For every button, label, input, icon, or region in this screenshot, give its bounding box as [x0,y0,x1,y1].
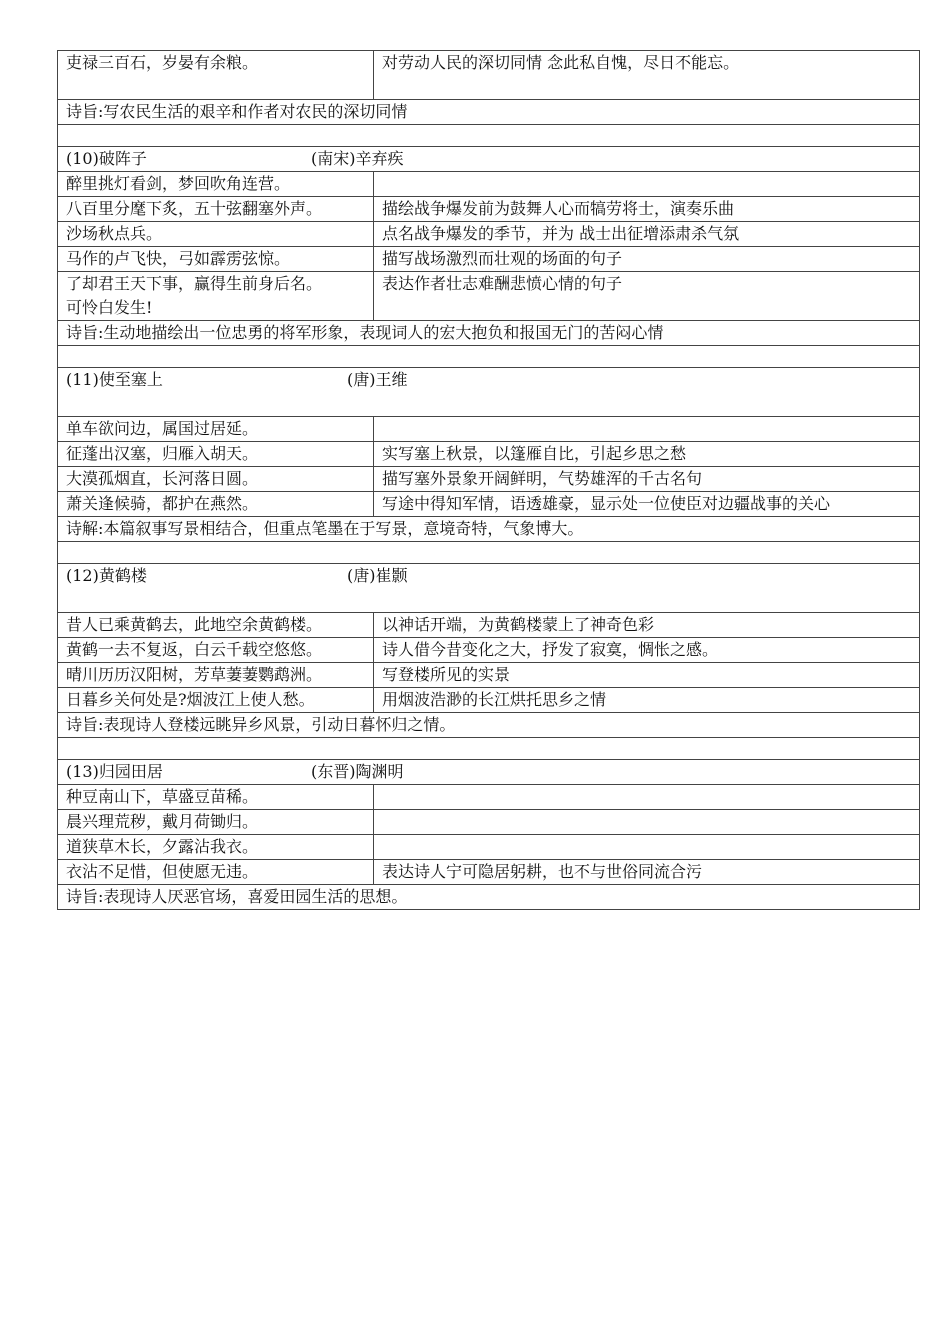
spacer-row [58,738,920,760]
poem-theme: 诗旨:生动地描绘出一位忠勇的将军形象，表现词人的宏大抱负和报国无门的苦闷心情 [58,321,920,346]
poem-line: 征蓬出汉塞，归雁入胡天。 [58,442,374,467]
table-row [58,172,920,197]
line-note [374,417,920,442]
line-note: 描绘战争爆发前为鼓舞人心而犒劳将士，演奏乐曲 [374,197,920,222]
poem-theme: 诗解:本篇叙事写景相结合，但重点笔墨在于写景，意境奇特，气象博大。 [58,517,920,542]
table-row [58,638,920,663]
poem-line: 大漠孤烟直，长河落日圆。 [58,467,374,492]
table-row [58,713,920,738]
table-row [58,272,920,321]
spacer-row [58,542,920,564]
poem-line: 黄鹤一去不复返，白云千载空悠悠。 [58,638,374,663]
table-row [58,417,920,442]
poem-author: (唐)崔颢 [347,566,408,585]
poem-title: (13)归园田居 [66,762,163,781]
poem-title-row [58,368,920,417]
poem-line: 八百里分麾下炙，五十弦翻塞外声。 [58,197,374,222]
poem-line: 马作的卢飞快，弓如霹雳弦惊。 [58,247,374,272]
poem-line: 昔人已乘黄鹤去，此地空余黄鹤楼。 [58,613,374,638]
line-note: 表达诗人宁可隐居躬耕，也不与世俗同流合污 [374,860,920,885]
table-row [58,247,920,272]
table-row [58,100,920,125]
line-note: 描写塞外景象开阔鲜明，气势雄浑的千古名句 [374,467,920,492]
line-note: 点名战争爆发的季节，并为 战士出征增添肃杀气氛 [374,222,920,247]
poem-line [58,272,374,321]
poem-line: 晴川历历汉阳树，芳草萋萋鹦鹉洲。 [58,663,374,688]
table-row [58,860,920,885]
poem-line: 沙场秋点兵。 [58,222,374,247]
poem-title: (11)使至塞上 [66,370,163,389]
poem-line: 衣沾不足惜，但使愿无违。 [58,860,374,885]
table-row [58,663,920,688]
poem-title-row [58,147,920,172]
poem-title: (12)黄鹤楼 [66,566,147,585]
poem-author: (唐)王维 [347,370,408,389]
table-row [58,197,920,222]
line-note: 实写塞上秋景，以篷雁自比，引起乡思之愁 [374,442,920,467]
table-row [58,810,920,835]
line-note: 表达作者壮志难酬悲愤心情的句子 [374,272,920,321]
line-note: 诗人借今昔变化之大，抒发了寂寞，惆怅之感。 [374,638,920,663]
poem-line: 吏禄三百石，岁晏有余粮。 [58,51,374,100]
poem-theme: 诗旨:表现诗人登楼远眺异乡风景，引动日暮怀归之情。 [58,713,920,738]
line-note: 用烟波浩渺的长江烘托思乡之情 [374,688,920,713]
table-row [58,321,920,346]
table-row [58,442,920,467]
table-row [58,517,920,542]
table-row [58,688,920,713]
table-row [58,613,920,638]
line-note: 写登楼所见的实景 [374,663,920,688]
table-row [58,835,920,860]
poem-theme: 诗旨:写农民生活的艰辛和作者对农民的深切同情 [58,100,920,125]
line-note: 对劳动人民的深切同情 念此私自愧，尽日不能忘。 [374,51,920,100]
table-row [58,51,920,100]
poem-table [57,50,920,910]
poem-author: (东晋)陶渊明 [311,762,404,781]
poem-line: 萧关逢候骑，都护在燕然。 [58,492,374,517]
table-row [58,492,920,517]
poem-line: 种豆南山下，草盛豆苗稀。 [58,785,374,810]
poem-theme: 诗旨:表现诗人厌恶官场，喜爱田园生活的思想。 [58,885,920,910]
poem-line: 道狭草木长，夕露沾我衣。 [58,835,374,860]
poem-title-row [58,760,920,785]
line-note [374,785,920,810]
poem-title: (10)破阵子 [66,149,147,168]
poem-line: 日暮乡关何处是?烟波江上使人愁。 [58,688,374,713]
poem-author: (南宋)辛弃疾 [311,149,404,168]
line-note [374,810,920,835]
poem-line-part: 可怜白发生! [66,298,153,317]
poem-line-part: 了却君王天下事，赢得生前身后名。 [66,274,323,293]
spacer-row [58,346,920,368]
poem-title-row [58,564,920,613]
poem-line: 单车欲问边，属国过居延。 [58,417,374,442]
poem-line: 醉里挑灯看剑，梦回吹角连营。 [58,172,374,197]
line-note: 以神话开端，为黄鹤楼蒙上了神奇色彩 [374,613,920,638]
table-row [58,785,920,810]
poem-line: 晨兴理荒秽，戴月荷锄归。 [58,810,374,835]
spacer-row [58,125,920,147]
table-row [58,222,920,247]
line-note [374,172,920,197]
table-row [58,885,920,910]
line-note: 写途中得知军情，语透雄豪，显示处一位使臣对边疆战事的关心 [374,492,920,517]
line-note [374,835,920,860]
line-note: 描写战场激烈而壮观的场面的句子 [374,247,920,272]
table-row [58,467,920,492]
